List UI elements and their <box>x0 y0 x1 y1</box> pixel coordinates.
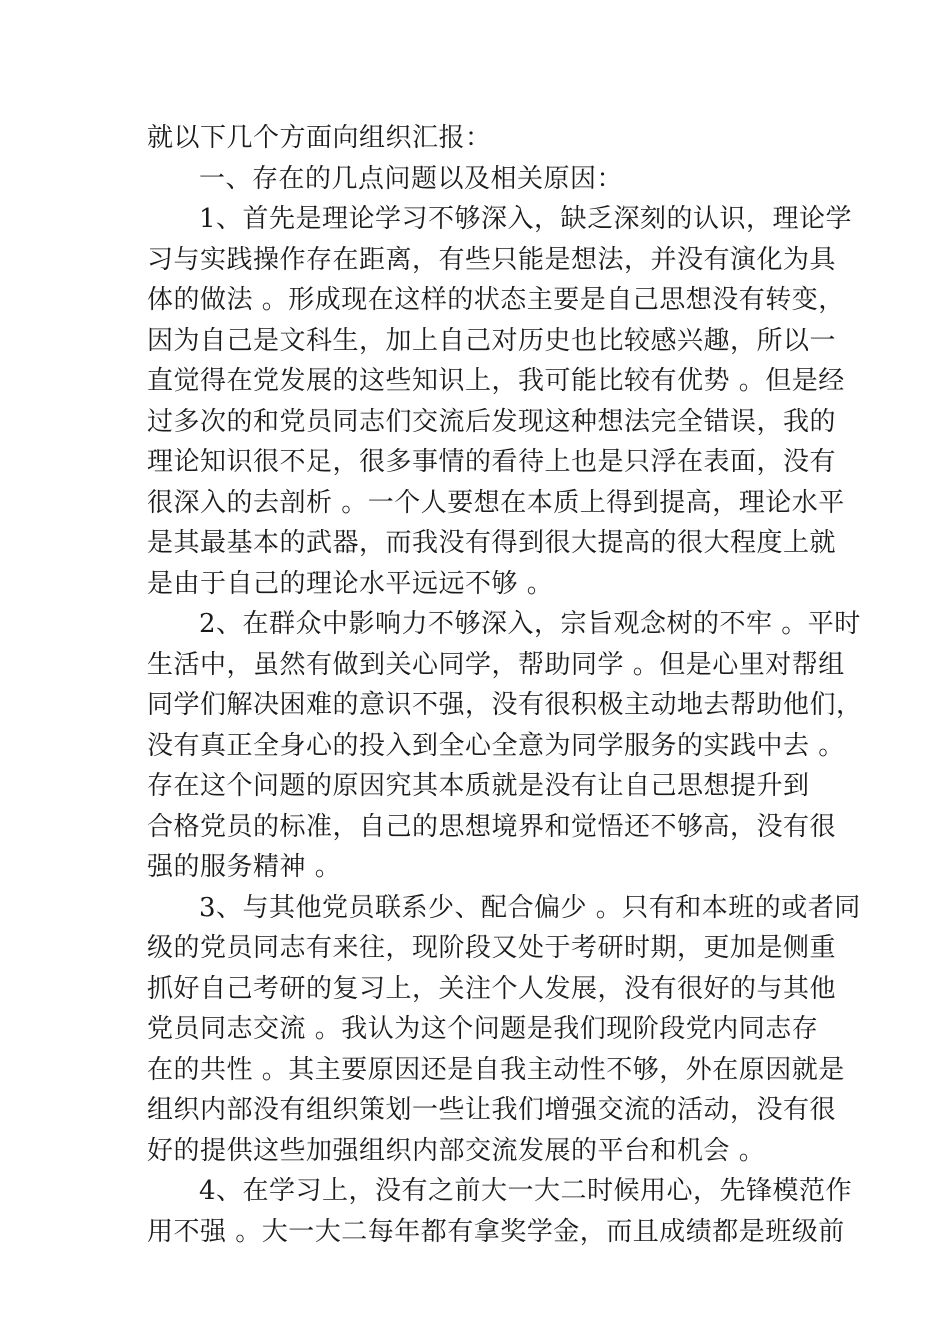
text-line: 党员同志交流 。我认为这个问题是我们现阶段党内同志存 <box>147 1014 819 1044</box>
text-line: 强的服务精神 。 <box>147 852 342 882</box>
text-line: 就以下几个方面向组织汇报： <box>147 123 492 153</box>
text-line: 组织内部没有组织策划一些让我们增强交流的活动，没有很 <box>147 1095 837 1125</box>
text-line: 4、在学习上，没有之前大一大二时候用心，先锋模范作 <box>199 1176 853 1206</box>
text-line: 2、在群众中影响力不够深入，宗旨观念树的不牢 。平时 <box>199 609 861 639</box>
text-line: 习与实践操作存在距离，有些只能是想法，并没有演化为具 <box>147 244 837 275</box>
text-line: 在的共性 。其主要原因还是自我主动性不够，外在原因就是 <box>147 1054 845 1085</box>
text-line: 体的做法 。形成现在这样的状态主要是自己思想没有转变， <box>147 285 845 315</box>
text-line: 是由于自己的理论水平远远不够 。 <box>147 568 554 599</box>
text-line: 是其最基本的武器，而我没有得到很大提高的很大程度上就 <box>147 528 837 558</box>
text-line: 理论知识很不足，很多事情的看待上也是只浮在表面，没有 <box>147 447 837 477</box>
text-line: 没有真正全身心的投入到全心全意为同学服务的实践中去 。 <box>147 730 845 761</box>
text-line: 过多次的和党员同志们交流后发现这种想法完全错误，我的 <box>147 406 837 437</box>
text-line: 合格党员的标准，自己的思想境界和觉悟还不够高，没有很 <box>147 811 837 842</box>
section-heading: 一、存在的几点问题以及相关原因： <box>199 163 624 194</box>
text-line: 用不强 。大一大二每年都有拿奖学金，而且成绩都是班级前 <box>147 1216 845 1247</box>
document-body <box>147 118 863 1252</box>
text-line: 生活中，虽然有做到关心同学，帮助同学 。但是心里对帮组 <box>147 649 845 680</box>
text-line: 直觉得在党发展的这些知识上，我可能比较有优势 。但是经 <box>147 366 845 396</box>
text-line: 因为自己是文科生，加上自己对历史也比较感兴趣，所以一 <box>147 325 837 356</box>
text-line: 级的党员同志有来往，现阶段又处于考研时期，更加是侧重 <box>147 933 837 963</box>
text-line: 3、与其他党员联系少、配合偏少 。只有和本班的或者同 <box>199 892 861 923</box>
text-line: 好的提供这些加强组织内部交流发展的平台和机会 。 <box>147 1135 766 1166</box>
text-line: 存在这个问题的原因究其本质就是没有让自己思想提升到 <box>147 771 810 801</box>
text-line: 同学们解决困难的意识不强，没有很积极主动地去帮助他们， <box>147 690 863 720</box>
text-line: 1、首先是理论学习不够深入，缺乏深刻的认识，理论学 <box>199 204 853 234</box>
text-line: 抓好自己考研的复习上，关注个人发展，没有很好的与其他 <box>147 973 837 1004</box>
text-line: 很深入的去剖析 。一个人要想在本质上得到提高，理论水平 <box>147 487 845 518</box>
